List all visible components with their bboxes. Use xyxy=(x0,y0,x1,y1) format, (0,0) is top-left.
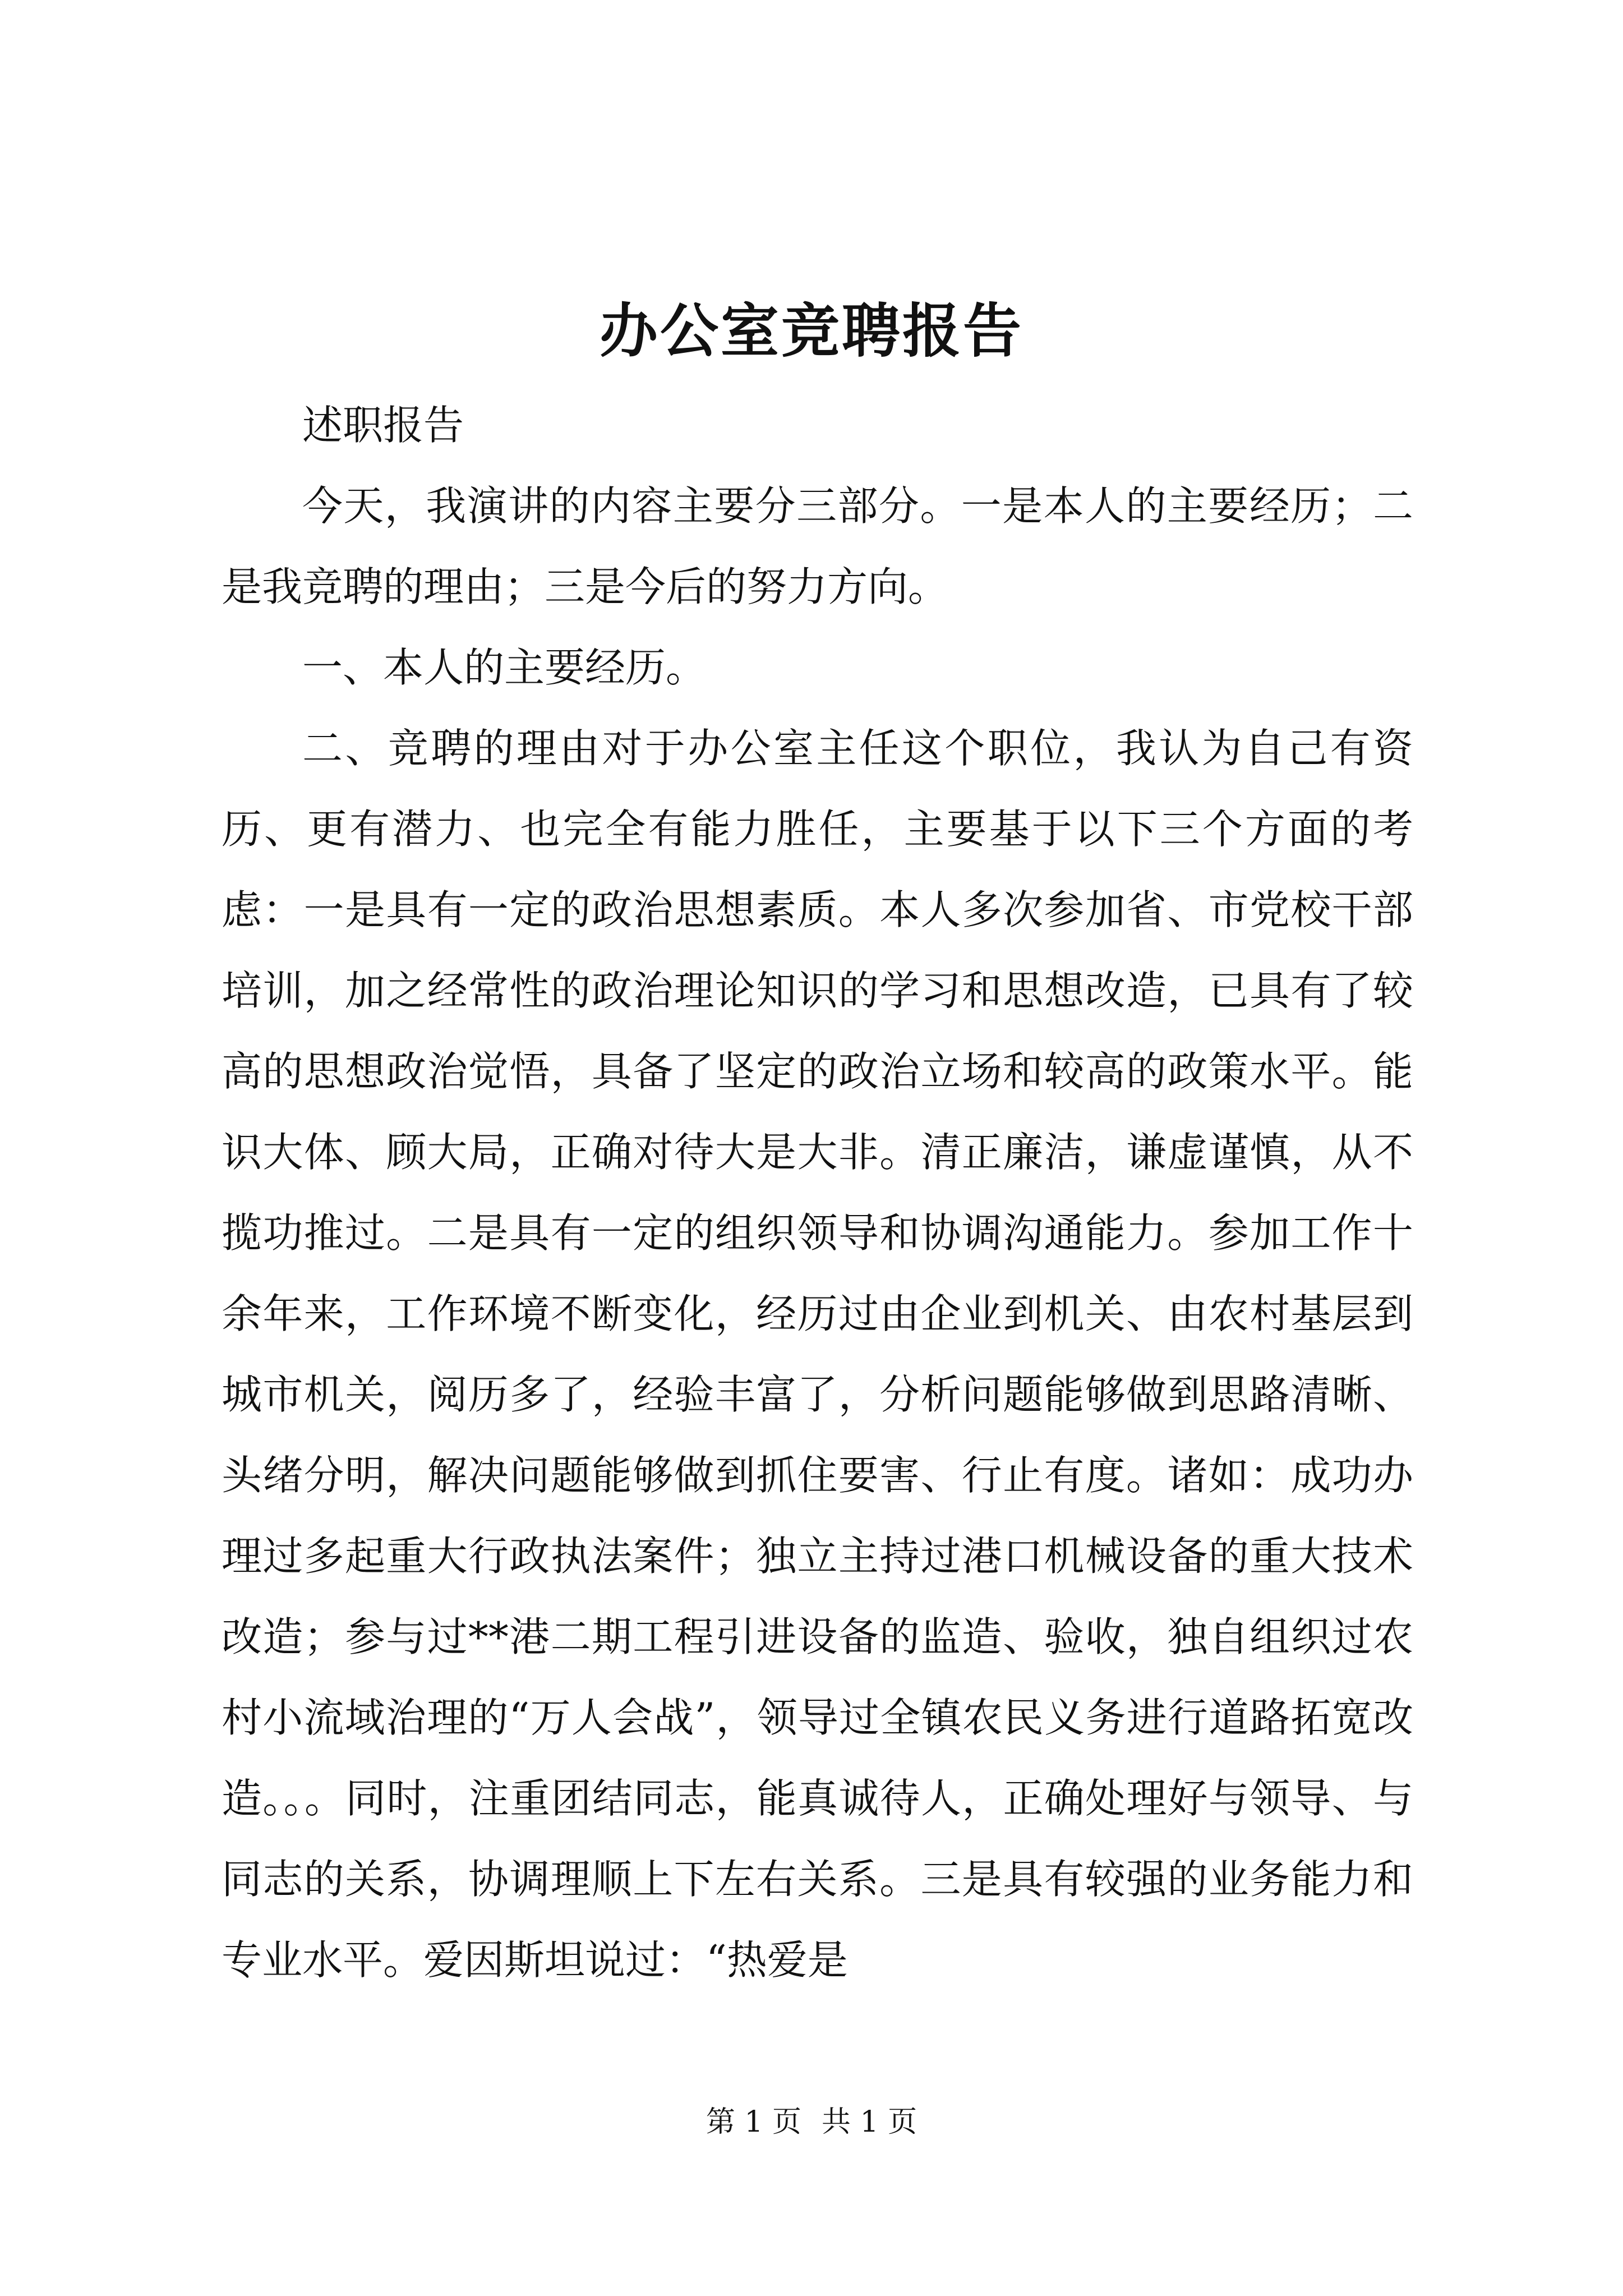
page-footer xyxy=(0,2102,1623,2142)
page-number: 第 1 页 xyxy=(706,2105,801,2139)
paragraph-heading: 述职报告 xyxy=(302,402,464,449)
paragraph-section-two: 二、竞聘的理由对于办公室主任这个职位，我认为自己有资历、更有潜力、也完全有能力胜任，主要基于以下三个方面的考虑：一是具有一定的政治思想素质。本人多次参加省、市党校干部培训，加之经常性的政治理论知识的学习和思想改造，已具有了较高的思想政治觉悟，具备了坚定的政治立场和较高的政策水平。能识大体、顾大局，正确对待大是大非。清正廉洁，谦虚谨慎，从不揽功推过。二是具有一定的组织领导和协调沟通能力。参加工作十余年来，工作环境不断变化，经历过由企业到机关、由农村基层到城市机关，阅历多了，经验丰富了，分析问题能够做到思路清晰、头绪分明，解决问题能够做到抓住要害、行止有度。诸如：成功办理过多起重大行政执法案件；独立主持过港口机械设备的重大技术改造；参与过**港二期工程引进设备的监造、验收，独自组织过农村小流域治理的“万人会战”，领导过全镇农民义务进行道路拓宽改造。。。同时，注重团结同志，能真诚待人，正确处理好与领导、与同志的关系，协调理顺上下左右关系。三是具有较强的业务能力和专业水平。爱因斯坦说过：“热爱是 xyxy=(222,725,1413,1984)
document-body xyxy=(222,385,1413,2000)
paragraph-section-one: 一、本人的主要经历。 xyxy=(302,644,707,691)
document-title: 办公室竞聘报告 xyxy=(599,296,1023,365)
paragraph-intro: 今天，我演讲的内容主要分三部分。一是本人的主要经历；二是我竞聘的理由；三是今后的努力方向。 xyxy=(222,482,1413,610)
page-total: 共 1 页 xyxy=(822,2105,917,2139)
